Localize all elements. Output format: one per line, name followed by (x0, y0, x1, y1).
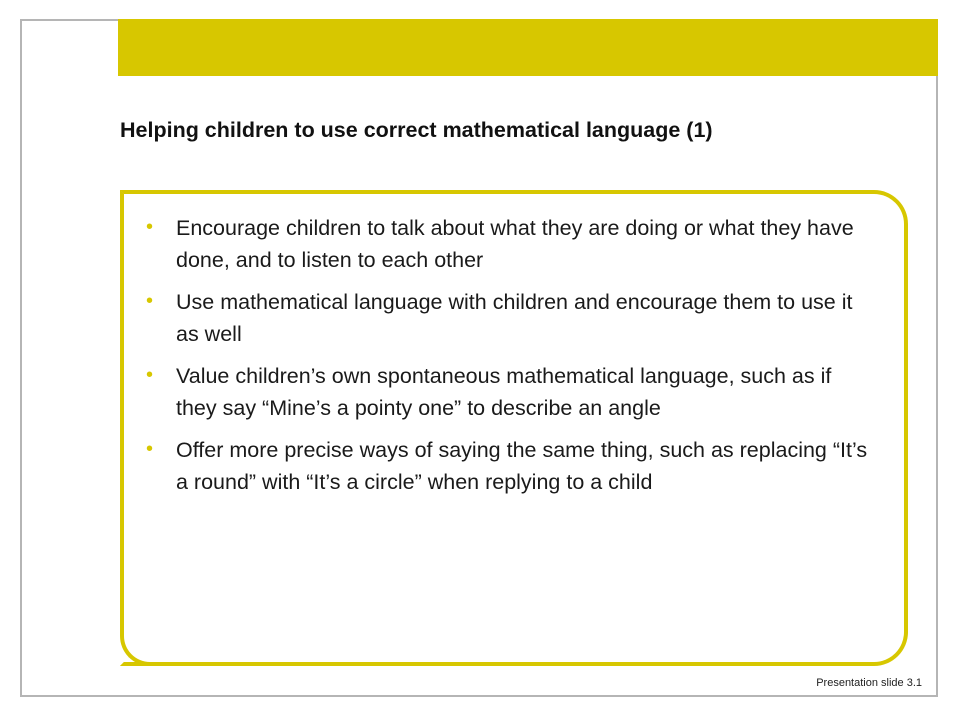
bullet-icon: • (146, 364, 154, 386)
slide-number-label: Presentation slide 3.1 (816, 677, 922, 689)
bullet-item (146, 286, 876, 350)
header-accent-bar (118, 19, 938, 76)
bullet-item (146, 360, 876, 424)
bullet-icon: • (146, 290, 154, 312)
bullet-text: Encourage children to talk about what they are doing or what they have done, and to listen to each other (176, 216, 854, 272)
bullet-icon: • (146, 216, 154, 238)
bullet-item (146, 434, 876, 498)
slide-title: Helping children to use correct mathematical language (1) (120, 118, 713, 142)
bullet-text: Value children’s own spontaneous mathematical language, such as if they say “Mine’s a pointy one” to describe an angle (176, 364, 832, 420)
bullet-list (146, 212, 876, 508)
bullet-icon: • (146, 438, 154, 460)
bullet-text: Use mathematical language with children and encourage them to use it as well (176, 290, 853, 346)
bullet-text: Offer more precise ways of saying the same thing, such as replacing “It’s a round” with “It’s a circle” when replying to a child (176, 438, 868, 494)
bullet-item (146, 212, 876, 276)
